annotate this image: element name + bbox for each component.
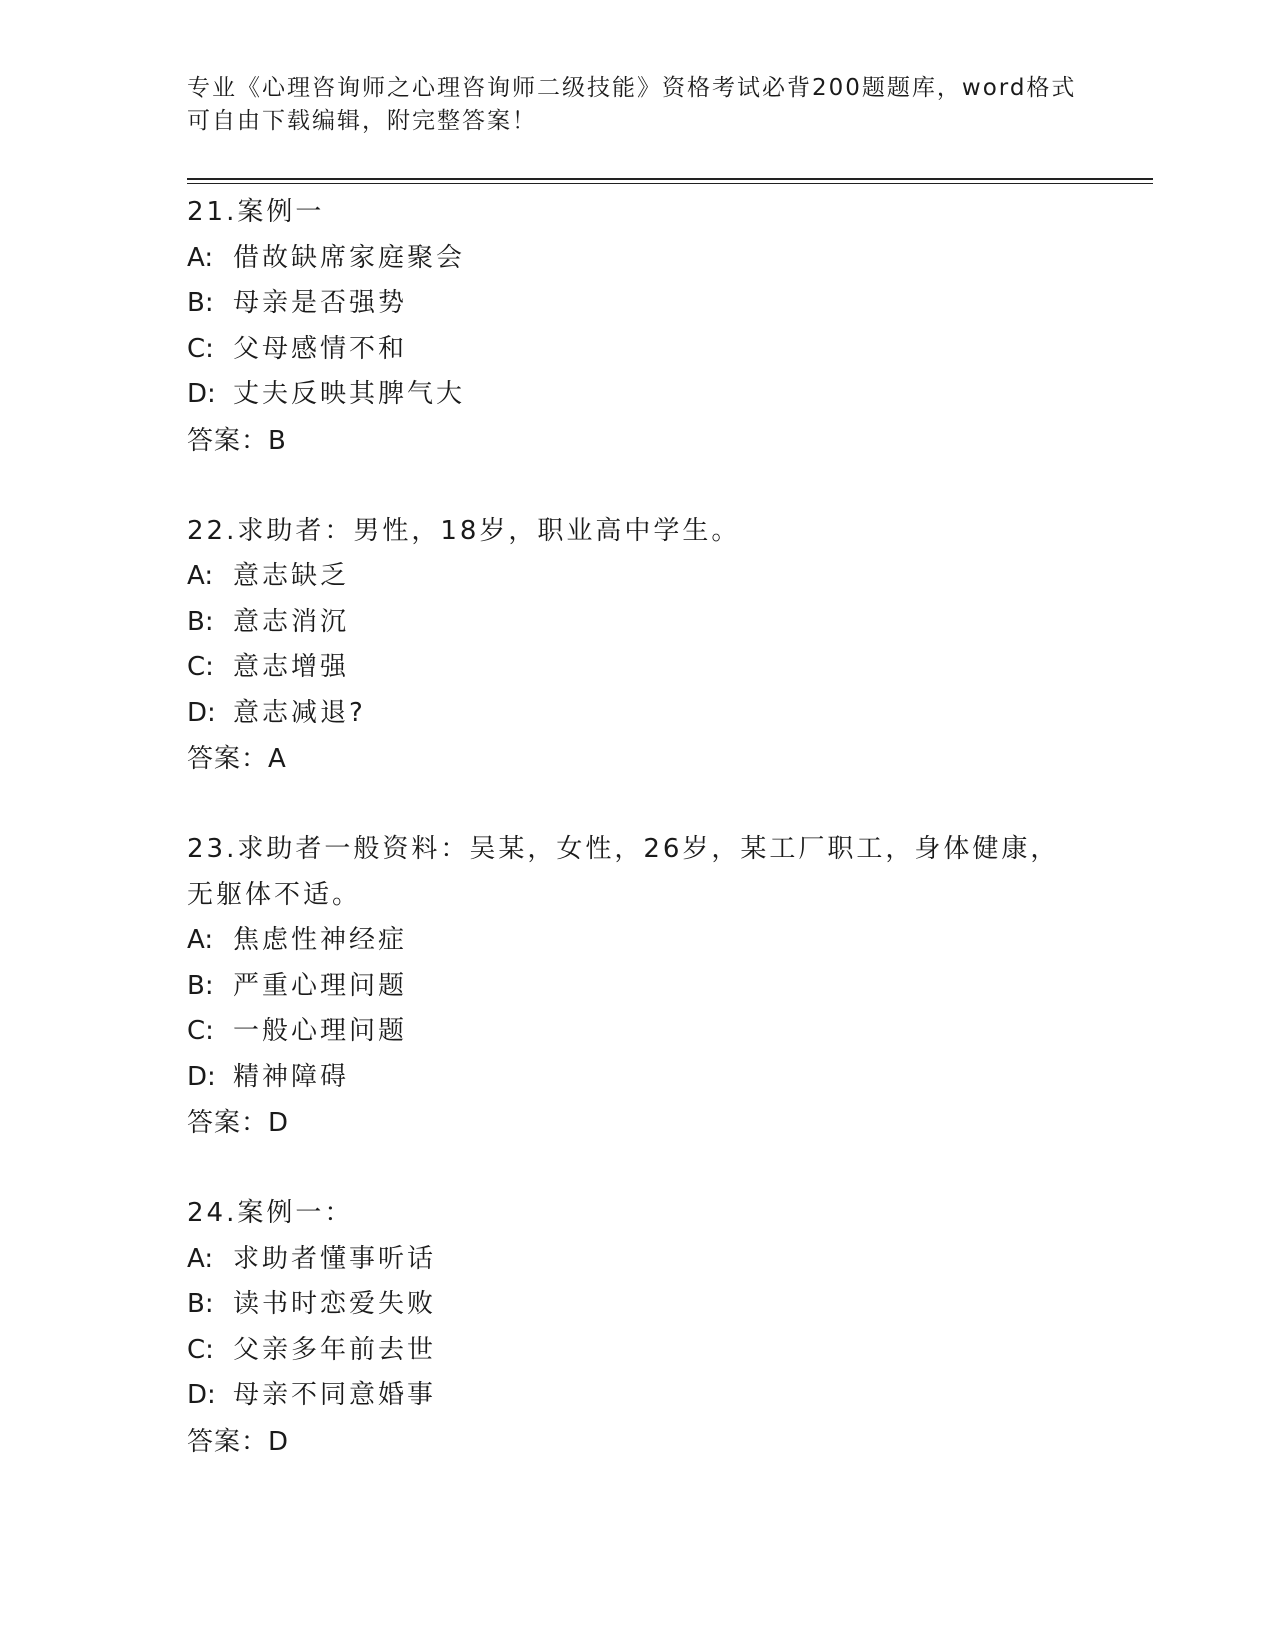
option-b [187, 1282, 1087, 1328]
option-d [187, 1373, 1087, 1419]
question-22 [187, 509, 1087, 783]
header-divider-thick [187, 178, 1153, 180]
question-stem: 24.案例一： [187, 1198, 354, 1228]
option-b [187, 964, 1087, 1010]
option-letter: C: [187, 652, 214, 682]
question-stem: 22.求助者：男性，18岁，职业高中学生。 [187, 515, 741, 546]
option-a [187, 236, 1087, 282]
option-text: 母亲不同意婚事 [233, 1380, 437, 1410]
option-letter: D: [187, 379, 216, 409]
option-letter: C: [187, 1334, 214, 1365]
answer: 答案：D [187, 1426, 290, 1457]
header-divider-thin [187, 183, 1153, 184]
option-text: 一般心理问题 [233, 1016, 408, 1046]
option-text: 父亲多年前去世 [233, 1334, 437, 1365]
answer: 答案：D [187, 1108, 290, 1138]
question-list [187, 190, 1087, 1510]
option-letter: A: [187, 561, 214, 591]
option-letter: B: [187, 970, 214, 1001]
option-a [187, 918, 1087, 964]
option-text: 求助者懂事听话 [233, 1243, 437, 1274]
option-text: 意志缺乏 [233, 561, 350, 591]
option-a [187, 554, 1087, 600]
option-letter: A: [187, 925, 214, 955]
header-line-2: 可自由下载编辑，附完整答案！ [187, 108, 537, 134]
header-line-1: 专业《心理咨询师之心理咨询师二级技能》资格考试必背200题题库，word格式 [187, 75, 1077, 101]
option-letter: B: [187, 1289, 214, 1319]
option-letter: B: [187, 606, 214, 637]
question-21 [187, 190, 1087, 464]
option-c [187, 327, 1087, 373]
option-c [187, 645, 1087, 691]
answer: 答案：A [187, 744, 287, 774]
option-text: 意志增强 [233, 652, 350, 682]
option-text: 意志减退? [233, 697, 366, 728]
option-text: 父母感情不和 [233, 333, 408, 364]
option-letter: D: [187, 1380, 216, 1410]
option-letter: A: [187, 1243, 214, 1274]
answer: 答案：B [187, 425, 287, 456]
question-stem: 23.求助者一般资料：吴某，女性，26岁，某工厂职工，身体健康，无躯体不适。 [187, 834, 1060, 910]
option-text: 焦虑性神经症 [233, 925, 408, 955]
option-text: 读书时恋爱失败 [233, 1289, 437, 1319]
option-b [187, 600, 1087, 646]
option-letter: D: [187, 697, 216, 728]
question-24 [187, 1191, 1087, 1465]
option-text: 严重心理问题 [233, 970, 408, 1001]
option-letter: C: [187, 333, 214, 364]
option-a [187, 1237, 1087, 1283]
document-header [187, 72, 1087, 138]
option-b [187, 281, 1087, 327]
option-text: 借故缺席家庭聚会 [233, 242, 466, 273]
option-letter: B: [187, 288, 214, 318]
option-text: 丈夫反映其脾气大 [233, 379, 466, 409]
option-d [187, 1055, 1087, 1101]
question-23 [187, 827, 1087, 1146]
option-letter: C: [187, 1016, 214, 1046]
option-text: 精神障碍 [233, 1061, 350, 1092]
option-letter: D: [187, 1061, 216, 1092]
question-stem: 21.案例一 [187, 197, 325, 227]
option-letter: A: [187, 242, 214, 273]
option-d [187, 372, 1087, 418]
option-c [187, 1328, 1087, 1374]
option-c [187, 1009, 1087, 1055]
option-text: 母亲是否强势 [233, 288, 408, 318]
option-d [187, 691, 1087, 737]
option-text: 意志消沉 [233, 606, 350, 637]
